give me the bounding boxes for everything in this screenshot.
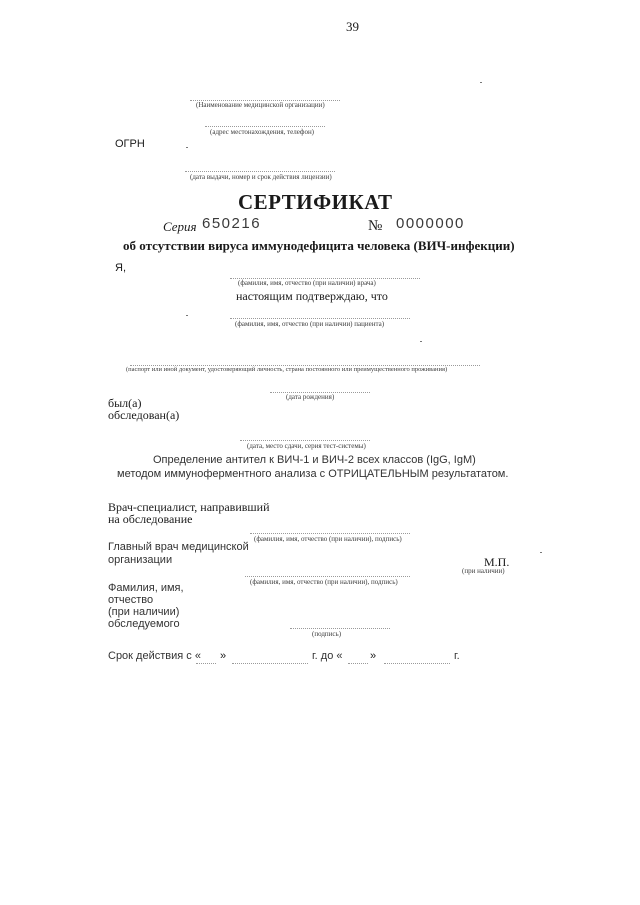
validity-label: Срок действия с « — [108, 650, 201, 662]
scan-speck — [540, 552, 542, 553]
number-label: № — [368, 218, 383, 234]
patient-name-line — [230, 318, 410, 319]
referring-doctor-label-1: Врач-специалист, направивший — [108, 500, 270, 514]
scan-speck — [480, 82, 482, 83]
examined-caption: (подпись) — [312, 630, 342, 638]
chief-doctor-label-2: организации — [108, 554, 173, 566]
document-caption: (паспорт или иной документ, удостоверяющий личность, страна постоянного или преимущественного проживания) — [126, 366, 448, 373]
chief-doctor-label-1: Главный врач медицинской — [108, 541, 249, 553]
patient-caption: (фамилия, имя, отчество (при наличии) пациента) — [235, 320, 385, 328]
stamp-caption: (при наличии) — [462, 567, 505, 575]
address-line — [205, 126, 325, 127]
exam-caption: (дата, место сдачи, серия тест-системы) — [247, 442, 366, 450]
certificate-title: СЕРТИФИКАТ — [238, 190, 393, 214]
series-value: 650216 — [202, 215, 262, 232]
license-line — [185, 171, 335, 172]
result-line-1: Определение антител к ВИЧ-1 и ВИЧ-2 всех классов (IgG, IgM) — [153, 454, 476, 466]
referring-caption: (фамилия, имя, отчество (при наличии), подпись) — [254, 535, 402, 543]
scan-speck — [186, 315, 188, 316]
examined-person-label-1: Фамилия, имя, — [108, 582, 184, 594]
address-caption: (адрес местонахождения, телефон) — [210, 128, 315, 136]
stamp-label: М.П. — [484, 555, 510, 569]
confirm-text: настоящим подтверждаю, что — [236, 289, 388, 303]
examined-person-label-3: (при наличии) — [108, 606, 180, 618]
validity-to-day-line — [348, 663, 368, 664]
license-caption: (дата выдачи, номер и срок действия лицензии) — [190, 173, 332, 181]
org-caption: (Наименование медицинской организации) — [196, 101, 325, 109]
referring-doctor-label-2: на обследование — [108, 512, 193, 526]
chief-caption: (фамилия, имя, отчество (при наличии), подпись) — [250, 578, 398, 586]
validity-close-quote-1: » — [220, 650, 227, 662]
examined-person-label-2: отчество — [108, 594, 154, 606]
series-label: Серия — [163, 219, 197, 234]
scan-speck — [186, 147, 188, 148]
examined-signature-line — [290, 628, 390, 629]
was-label: был(а) — [108, 396, 142, 410]
certificate-subtitle: об отсутствии вируса иммунодефицита человека (ВИЧ-инфекции) — [123, 238, 515, 253]
scan-speck — [420, 341, 422, 342]
chief-signature-line — [245, 576, 410, 577]
i-label: Я, — [115, 262, 126, 274]
validity-year-suffix: г. — [454, 650, 460, 662]
result-line-2: методом иммуноферментного анализа с ОТРИЦАТЕЛЬНЫМ результататом. — [117, 468, 509, 480]
validity-from-month-line — [232, 663, 308, 664]
doctor-caption: (фамилия, имя, отчество (при наличии) врача) — [238, 279, 376, 287]
validity-from-day-line — [196, 663, 216, 664]
referring-signature-line — [250, 533, 410, 534]
examined-person-label-4: обследуемого — [108, 618, 180, 630]
validity-to-month-line — [384, 663, 450, 664]
page-number: 39 — [346, 19, 359, 34]
validity-close-quote-2: » — [370, 650, 377, 662]
examined-label: обследован(а) — [108, 408, 180, 422]
ogrn-label: ОГРН — [115, 138, 145, 150]
validity-to-label: г. до « — [312, 650, 343, 662]
number-value: 0000000 — [396, 215, 465, 232]
birth-caption: (дата рождения) — [286, 393, 335, 401]
exam-line — [240, 440, 370, 441]
